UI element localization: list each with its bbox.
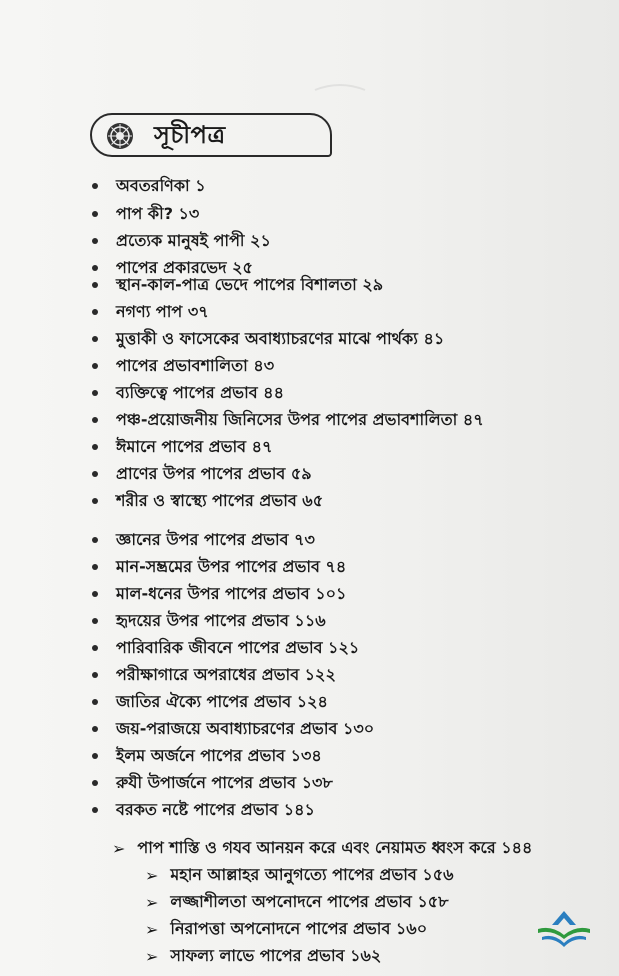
toc-item [92, 607, 326, 635]
arrow-right-icon: ➢ [112, 838, 126, 858]
bullet-icon [92, 699, 98, 705]
toc-item [92, 271, 383, 299]
toc-item-text: জাতির ঐক্যে পাপের প্রভাব ১২৪ [116, 691, 328, 711]
toc-item-text: জয়-পরাজয়ে অবাধ্যাচরণের প্রভাব ১৩০ [116, 718, 375, 738]
toc-sub-item [145, 915, 427, 943]
toc-item [92, 379, 284, 407]
toc-item-text: প্রাণের উপর পাপের প্রভাব ৫৯ [116, 463, 312, 483]
toc-item-text: রুযী উপার্জনে পাপের প্রভাব ১৩৮ [116, 772, 333, 792]
bullet-icon [92, 591, 98, 597]
toc-item [92, 526, 315, 554]
toc-item [92, 769, 333, 797]
toc-item-text: বরকত নষ্টে পাপের প্রভাব ১৪১ [116, 799, 315, 819]
toc-item [92, 796, 315, 824]
toc-sub-item [145, 861, 454, 889]
toc-item [92, 688, 328, 716]
arrow-right-icon: ➢ [145, 946, 159, 966]
watermark-mark [310, 80, 370, 100]
bullet-icon [92, 444, 98, 450]
toc-item-text: নিরাপত্তা অপনোদনে পাপের প্রভাব ১৬০ [170, 918, 428, 938]
toc-item [92, 580, 346, 608]
toc-item-text: পাপের প্রকারভেদ ২৫ [116, 257, 253, 277]
toc-item-text: মান-সম্ভ্রমের উপর পাপের প্রভাব ৭৪ [116, 556, 347, 576]
toc-sub-item [145, 888, 449, 916]
toc-item-text: পরীক্ষাগারে অপরাধের প্রভাব ১২২ [116, 664, 336, 684]
toc-item [92, 352, 274, 380]
toc-item-text: পাপ কী? ১৩ [116, 203, 200, 223]
toc-item-text: পঞ্চ-প্রয়োজনীয় জিনিসের উপর পাপের প্রভাবশালিতা ৪৭ [116, 409, 484, 429]
toc-item [92, 433, 272, 461]
toc-item-text: ইলম অর্জনে পাপের প্রভাব ১৩৪ [116, 745, 322, 765]
bullet-icon [92, 309, 98, 315]
toc-item [92, 325, 444, 353]
bullet-icon [92, 238, 98, 244]
bullet-icon [92, 564, 98, 570]
toc-item [92, 172, 206, 200]
bullet-icon [92, 498, 98, 504]
toc-item-text: মহান আল্লাহর আনুগত্যে পাপের প্রভাব ১৫৬ [170, 864, 454, 884]
toc-item [92, 298, 209, 326]
toc-item-text: প্রত্যেক মানুষই পাপী ২১ [116, 230, 271, 250]
toc-item-text: মাল-ধনের উপর পাপের প্রভাব ১০১ [116, 583, 347, 603]
toc-item-text: ব্যক্তিত্বে পাপের প্রভাব ৪৪ [116, 382, 284, 402]
toc-sub-item [145, 942, 381, 970]
toc-item [92, 742, 322, 770]
toc-item-text: পাপের প্রভাবশালিতা ৪৩ [116, 355, 275, 375]
toc-item-text: হৃদয়ের উপর পাপের প্রভাব ১১৬ [116, 610, 326, 630]
bullet-icon [92, 471, 98, 477]
ornament-icon [105, 121, 135, 151]
bullet-icon [92, 417, 98, 423]
bullet-icon [92, 211, 98, 217]
arrow-right-icon: ➢ [145, 865, 159, 885]
toc-item-text: স্থান-কাল-পাত্র ভেদে পাপের বিশালতা ২৯ [116, 274, 384, 294]
bullet-icon [92, 672, 98, 678]
bullet-icon [92, 282, 98, 288]
bullet-icon [92, 390, 98, 396]
toc-item [92, 460, 312, 488]
toc-item-text: ঈমানে পাপের প্রভাব ৪৭ [116, 436, 273, 456]
arrow-right-icon: ➢ [145, 892, 159, 912]
bullet-icon [92, 726, 98, 732]
toc-item-text: মুত্তাকী ও ফাসেকের অবাধ্যাচরণের মাঝে পার্থক্য ৪১ [116, 328, 445, 348]
toc-item [92, 227, 271, 255]
toc-item-text: পারিবারিক জীবনে পাপের প্রভাব ১২১ [116, 637, 360, 657]
arrow-right-icon: ➢ [145, 919, 159, 939]
toc-item [92, 715, 374, 743]
bullet-icon [92, 645, 98, 651]
toc-item-text: অবতরণিকা ১ [116, 175, 206, 195]
toc-item [92, 406, 484, 434]
toc-item [92, 661, 336, 689]
bullet-icon [92, 537, 98, 543]
bullet-icon [92, 618, 98, 624]
toc-item-text: জ্ঞানের উপর পাপের প্রভাব ৭৩ [116, 529, 315, 549]
toc-item-text: পাপ শাস্তি ও গযব আনয়ন করে এবং নেয়ামত ধ্বংস করে ১৪৪ [137, 837, 533, 857]
toc-item-text: নগণ্য পাপ ৩৭ [116, 301, 209, 321]
page-title: সূচীপত্র [154, 121, 226, 149]
toc-item-text: লজ্জাশীলতা অপনোদনে পাপের প্রভাব ১৫৮ [170, 891, 449, 911]
bullet-icon [92, 363, 98, 369]
bullet-icon [92, 753, 98, 759]
toc-main-item [112, 834, 532, 862]
toc-item-text: শরীর ও স্বাস্থ্যে পাপের প্রভাব ৬৫ [116, 490, 324, 510]
bullet-icon [92, 780, 98, 786]
toc-item [92, 634, 359, 662]
toc-item [92, 553, 346, 581]
book-logo-icon [532, 905, 596, 953]
bullet-icon [92, 336, 98, 342]
bullet-icon [92, 807, 98, 813]
toc-item-text: সাফল্য লাভে পাপের প্রভাব ১৬২ [170, 945, 382, 965]
bullet-icon [92, 183, 98, 189]
toc-item [92, 487, 323, 515]
toc-item [92, 200, 199, 228]
